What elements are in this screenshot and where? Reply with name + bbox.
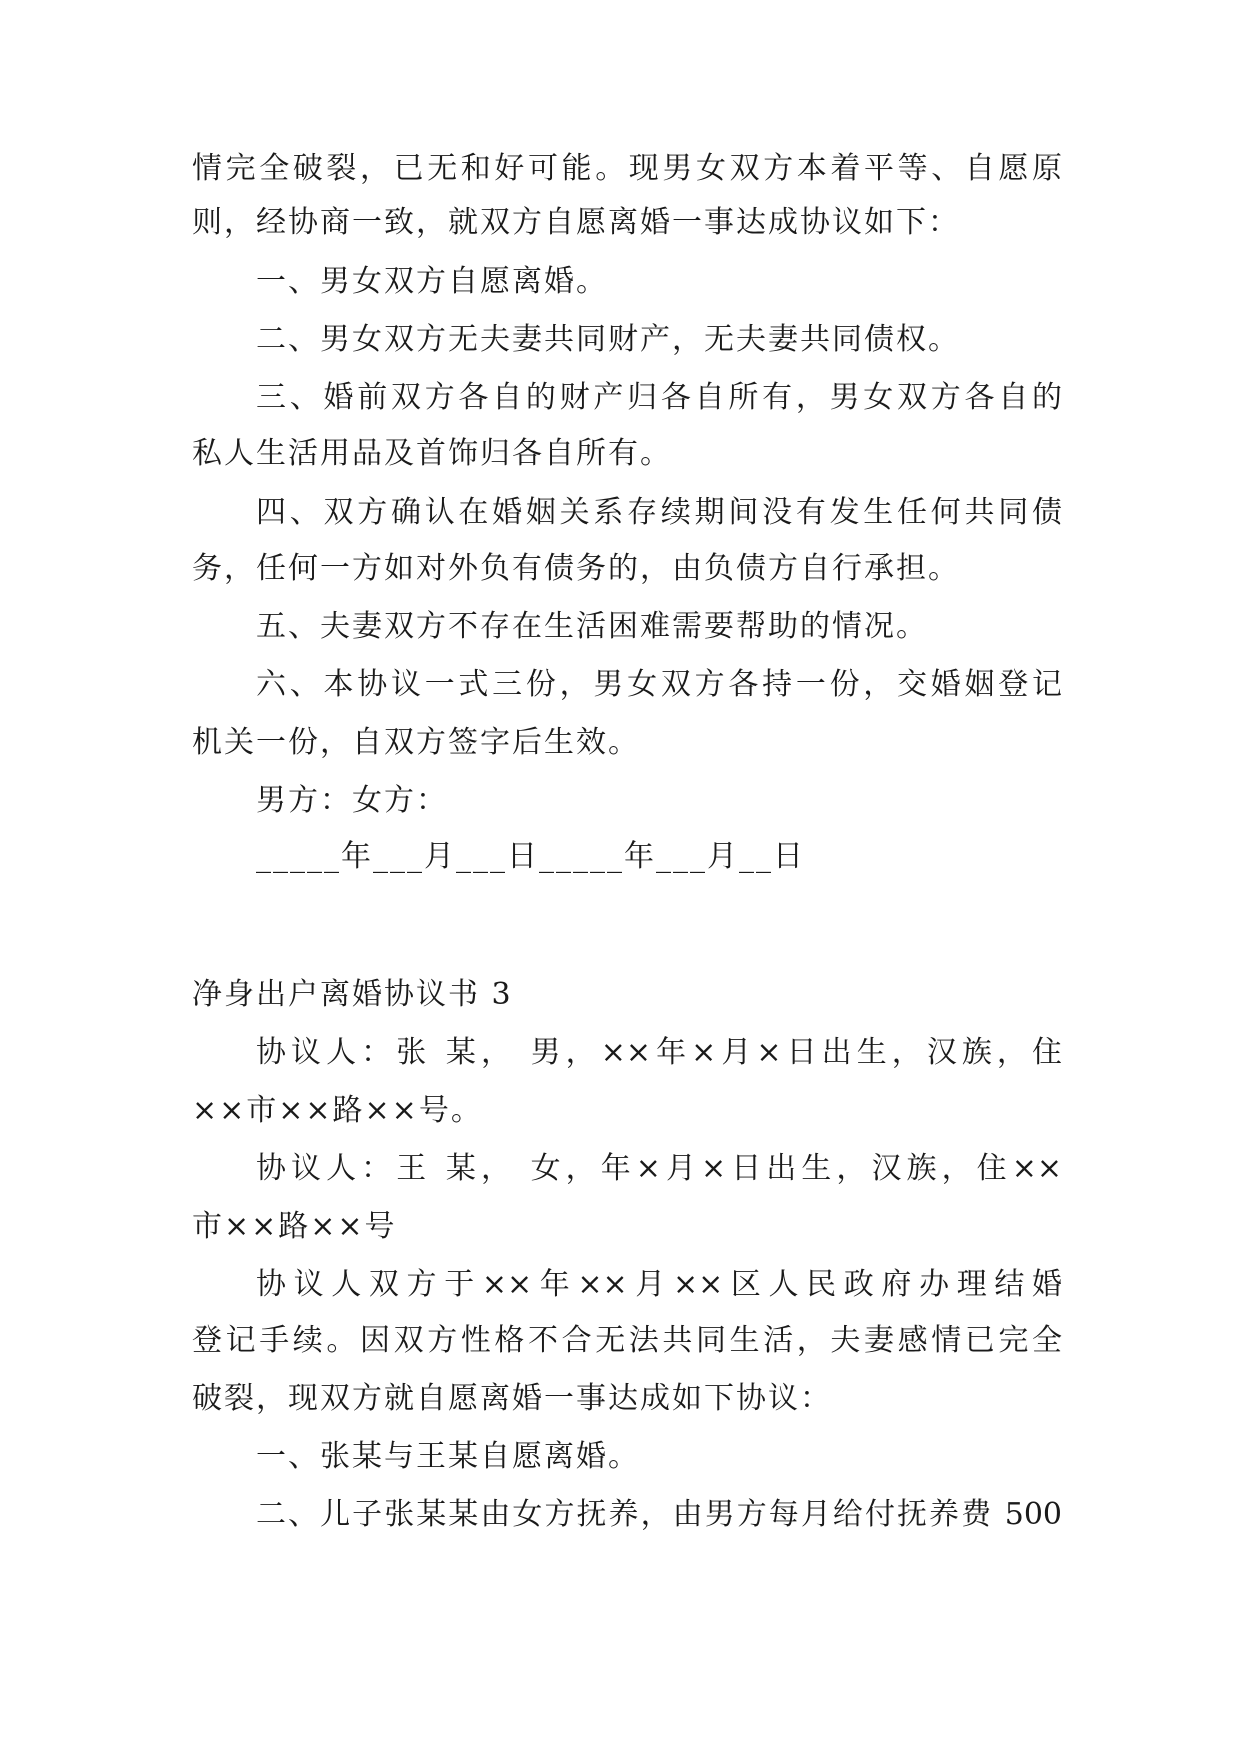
- paragraph-line: 私人生活用品及首饰归各自所有。: [192, 436, 672, 471]
- clause-two: 二、男女双方无夫妻共同财产，无夫妻共同债权。: [256, 322, 960, 357]
- party-a-line: 协议人：张 某， 男，××年×月×日出生，汉族，住: [256, 1035, 1062, 1070]
- marriage-registration-line: 协议人双方于××年××月××区人民政府办理结婚: [256, 1267, 1062, 1302]
- clause-three: 三、婚前双方各自的财产归各自所有，男女双方各自的: [256, 380, 1062, 415]
- paragraph-line: 机关一份，自双方签字后生效。: [192, 725, 640, 760]
- paragraph-line: 破裂，现双方就自愿离婚一事达成如下协议：: [192, 1381, 832, 1416]
- clause-five: 五、夫妻双方不存在生活困难需要帮助的情况。: [256, 609, 928, 644]
- agreement-clause-two: 二、儿子张某某由女方抚养，由男方每月给付抚养费 500: [256, 1497, 1062, 1532]
- paragraph-line: 市××路××号: [192, 1209, 397, 1244]
- signature-line: 男方：女方：: [256, 783, 448, 818]
- paragraph-line: 务，任何一方如对外负有债务的，由负债方自行承担。: [192, 551, 960, 586]
- clause-four: 四、双方确认在婚姻关系存续期间没有发生任何共同债: [256, 495, 1062, 530]
- agreement-clause-one: 一、张某与王某自愿离婚。: [256, 1439, 640, 1474]
- paragraph-line: ××市××路××号。: [192, 1093, 483, 1128]
- party-b-line: 协议人：王 某， 女，年×月×日出生，汉族，住××: [256, 1151, 1062, 1186]
- date-line: _____年___月___日_____年___月__日: [256, 839, 805, 874]
- clause-six: 六、本协议一式三份，男女双方各持一份，交婚姻登记: [256, 667, 1062, 702]
- section-title: 净身出户离婚协议书 3: [192, 977, 513, 1012]
- paragraph-line: 情完全破裂，已无和好可能。现男女双方本着平等、自愿原: [192, 151, 1062, 186]
- clause-one: 一、男女双方自愿离婚。: [256, 264, 608, 299]
- paragraph-line: 登记手续。因双方性格不合无法共同生活，夫妻感情已完全: [192, 1323, 1062, 1358]
- paragraph-line: 则，经协商一致，就双方自愿离婚一事达成协议如下：: [192, 205, 960, 240]
